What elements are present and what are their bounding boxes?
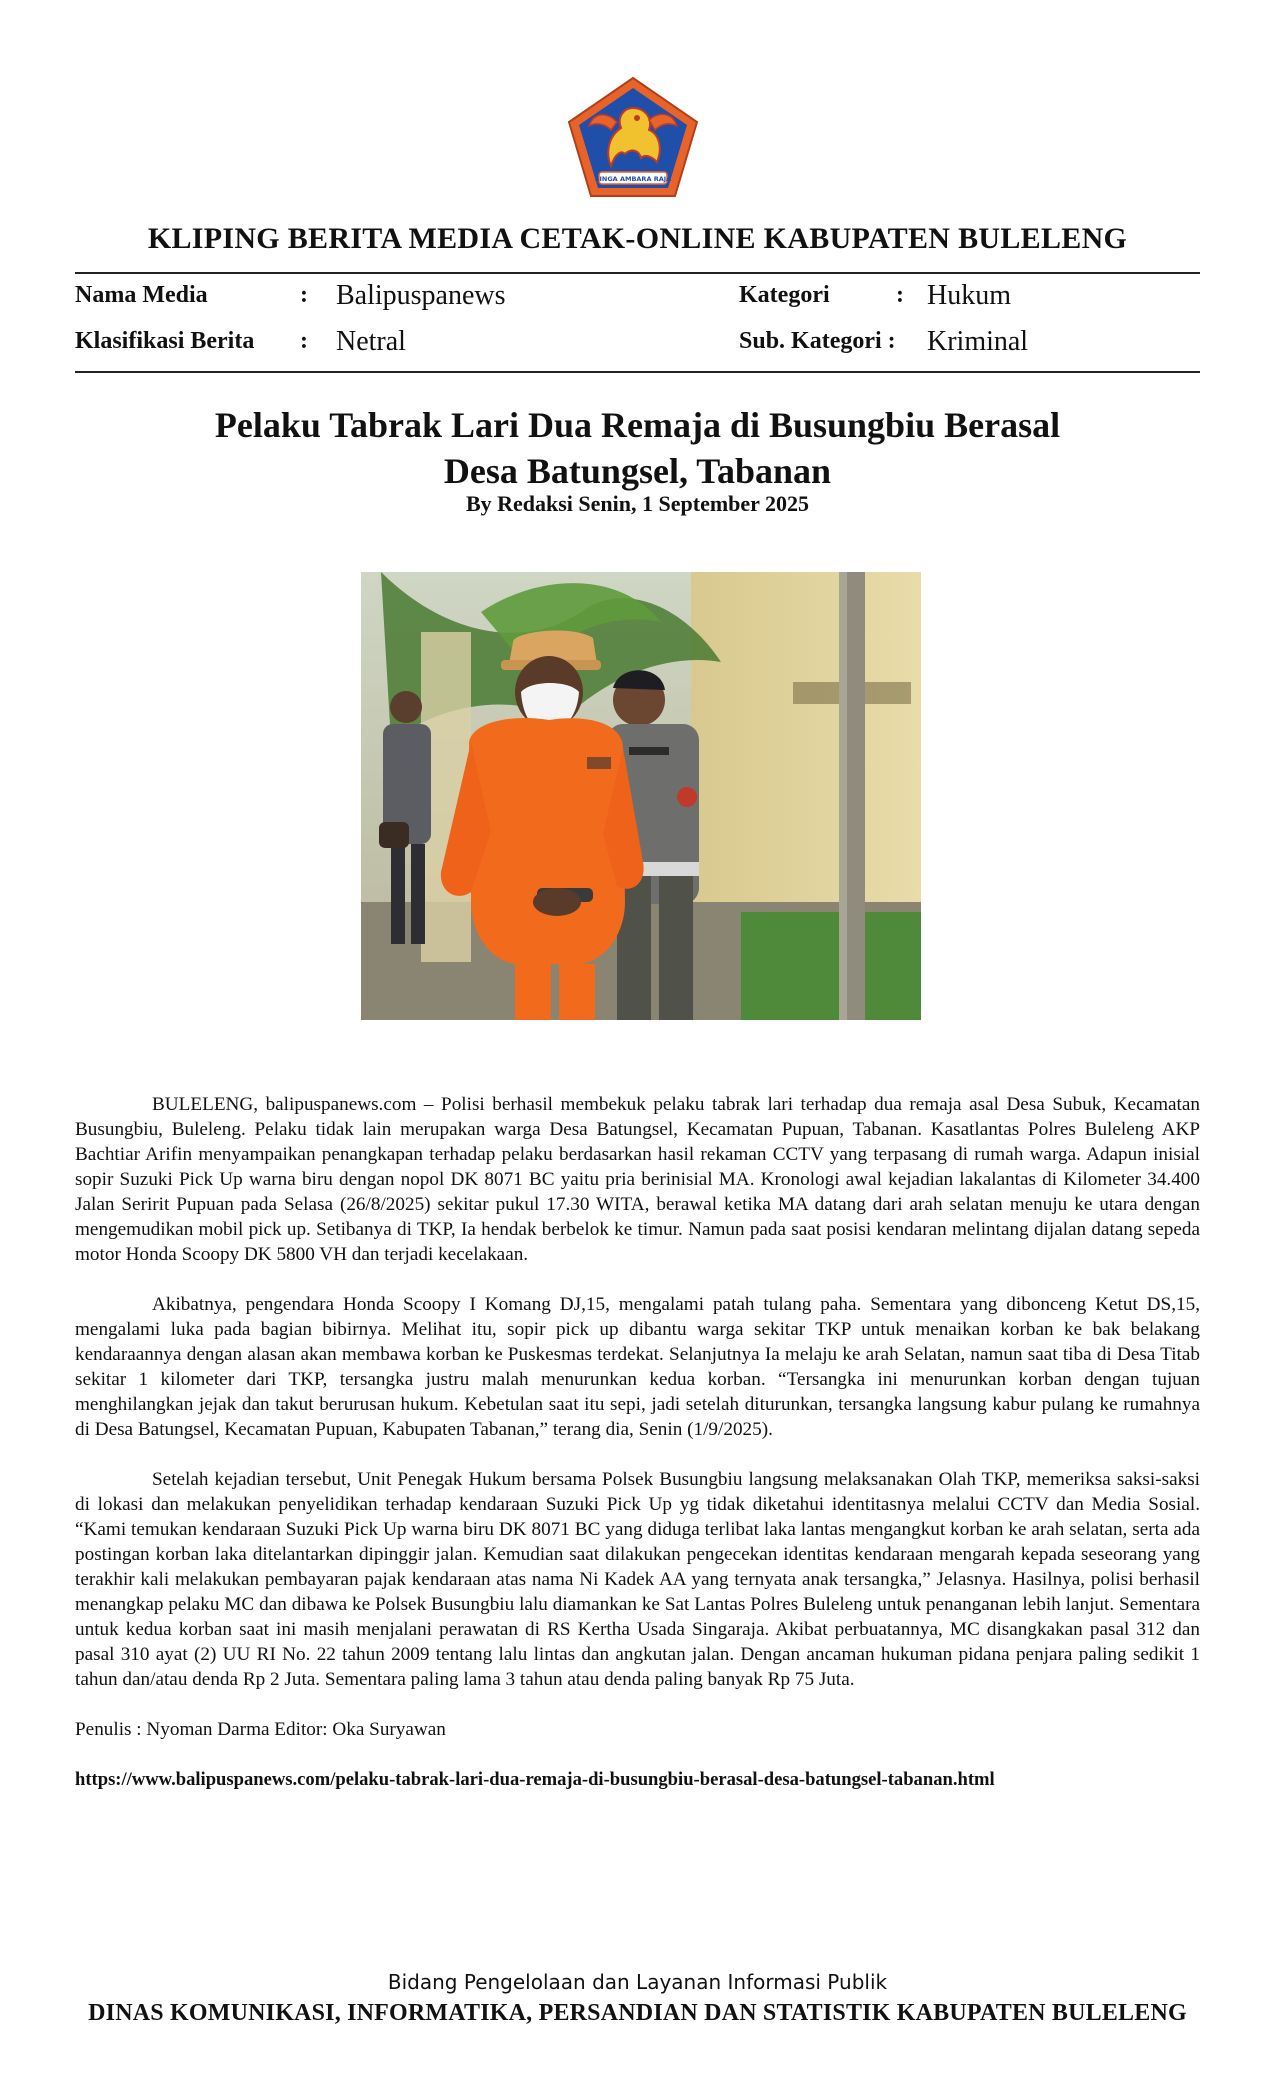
footer-department: Bidang Pengelolaan dan Layanan Informasi Publik: [387, 1970, 888, 1994]
article-source-url: https://www.balipuspanews.com/pelaku-tabrak-lari-dua-remaja-di-busungbiu-berasal-desa-batungsel-tabanan.html: [75, 1769, 995, 1790]
kategori-colon: :: [896, 282, 904, 308]
media-colon: :: [300, 282, 308, 308]
logo-motto: SINGA AMBARA RAJA: [594, 175, 672, 183]
article-paragraph-2: Akibatnya, pengendara Honda Scoopy I Komang DJ,15, mengalami patah tulang paha. Sementara yang dibonceng Ketut DS,15, mengalami luka pada bagian bibirnya. Melihat itu, sopir pick up dibantu warga sekitar TKP untuk menaikan korban ke bak belakang kendaraannya dengan alasan akan membawa korban ke Puskesmas terdekat. Selanjutnya Ia melaju ke arah Selatan, namun saat tiba di Desa Titab sekitar 1 kilometer dari TKP, tersangka justru malah menurunkan kedua korban. “Tersangka ini menurunkan korban dengan tujuan menghilangkan jejak dan takut berurusan hukum. Kebetulan saat itu sepi, jadi setelah diturunkan, tersangka langsung kabur pulang ke rumahnya di Desa Batungsel, Kecamatan Pupuan, Kabupaten Tabanan,” terang dia, Senin (1/9/2025).: [75, 1294, 1200, 1440]
klasifikasi-colon: :: [300, 328, 308, 354]
sub-kategori-label: Sub. Kategori :: [739, 328, 896, 354]
article-body: [75, 1092, 1200, 1817]
media-value: Balipuspanews: [336, 280, 506, 311]
headline-line-1: Pelaku Tabrak Lari Dua Remaja di Busungbiu Berasal: [214, 405, 1061, 445]
sub-kategori-value: Kriminal: [927, 326, 1029, 357]
kategori-label: Kategori: [739, 282, 830, 308]
footer-agency: DINAS KOMUNIKASI, INFORMATIKA, PERSANDIAN DAN STATISTIK KABUPATEN BULELENG: [88, 2000, 1187, 2026]
article-paragraph-3: Setelah kejadian tersebut, Unit Penegak Hukum bersama Polsek Busungbiu langsung melaksanakan Olah TKP, memeriksa saksi-saksi di lokasi dan melakukan penyelidikan terhadap kendaraan Suzuki Pick Up yg tidak diketahui identitasnya melalui CCTV dan Media Sosial. “Kami temukan kendaraan Suzuki Pick Up warna biru DK 8071 BC yang diduga terlibat laka lantas mengangkut korban ke arah selatan, serta ada postingan korban laka ditelantarkan dipinggir jalan. Kemudian saat dilakukan pengecekan identitas kendaraan mengarah kepada seseorang yang terakhir kali melakukan pembayaran pajak kendaraan atas nama Ni Kadek AA yang ternyata anak tersangka,” Jelasnya. Hasilnya, polisi berhasil menangkap pelaku MC dan dibawa ke Polsek Busungbiu lalu diamankan ke Sat Lantas Polres Buleleng untuk penanganan lebih lanjut. Sementara untuk kedua korban saat ini masih menjalani perawatan di RS Kertha Usada Singaraja. Akibat perbuatannya, MC disangkakan pasal 312 dan pasal 310 ayat (2) UU RI No. 22 tahun 2009 tentang lalu lintas dan angkutan jalan. Dengan ancaman hukuman pidana penjara paling sedikit 1 tahun dan/atau denda Rp 2 Juta. Sementara paling lama 3 tahun atau denda paling banyak Rp 75 Juta.: [75, 1469, 1200, 1690]
headline-line-2: Desa Batungsel, Tabanan: [443, 451, 832, 491]
article-headline: [0, 402, 1275, 494]
kabupaten-buleleng-logo: [565, 74, 701, 200]
media-label: Nama Media: [75, 282, 208, 308]
header-divider-top: [75, 272, 1200, 274]
document-title: KLIPING BERITA MEDIA CETAK-ONLINE KABUPATEN BULELENG: [147, 222, 1128, 255]
article-credits: Penulis : Nyoman Darma Editor: Oka Suryawan: [75, 1719, 446, 1740]
kategori-value: Hukum: [927, 280, 1011, 311]
article-byline: By Redaksi Senin, 1 September 2025: [465, 491, 810, 516]
klasifikasi-value: Netral: [336, 326, 406, 357]
article-paragraph-1: BULELENG, balipuspanews.com – Polisi berhasil membekuk pelaku tabrak lari terhadap dua remaja asal Desa Subuk, Kecamatan Busungbiu, Buleleng. Pelaku tidak lain merupakan warga Desa Batungsel, Kecamatan Pupuan, Tabanan. Kasatlantas Polres Buleleng AKP Bachtiar Arifin menyampaikan penangkapan terhadap pelaku berdasarkan hasil rekaman CCTV yang terpasang di rumah warga. Adapun inisial sopir Suzuki Pick Up warna biru dengan nopol DK 8071 BC yaitu pria berinisial MA. Kronologi awal kejadian lakalantas di Kilometer 34.400 Jalan Seririt Pupuan pada Selasa (26/8/2025) sekitar pukul 17.30 WITA, berawal ketika MA datang dari arah selatan menuju ke utara dengan mengemudikan mobil pick up. Setibanya di TKP, Ia hendak berbelok ke timur. Namun pada saat posisi kendaran melintang dijalan datang sepeda motor Honda Scoopy DK 5800 VH dan terjadi kecelakaan.: [75, 1094, 1200, 1265]
header-divider-bottom: [75, 371, 1200, 373]
klasifikasi-label: Klasifikasi Berita: [75, 328, 255, 354]
article-photo: [361, 572, 921, 1020]
